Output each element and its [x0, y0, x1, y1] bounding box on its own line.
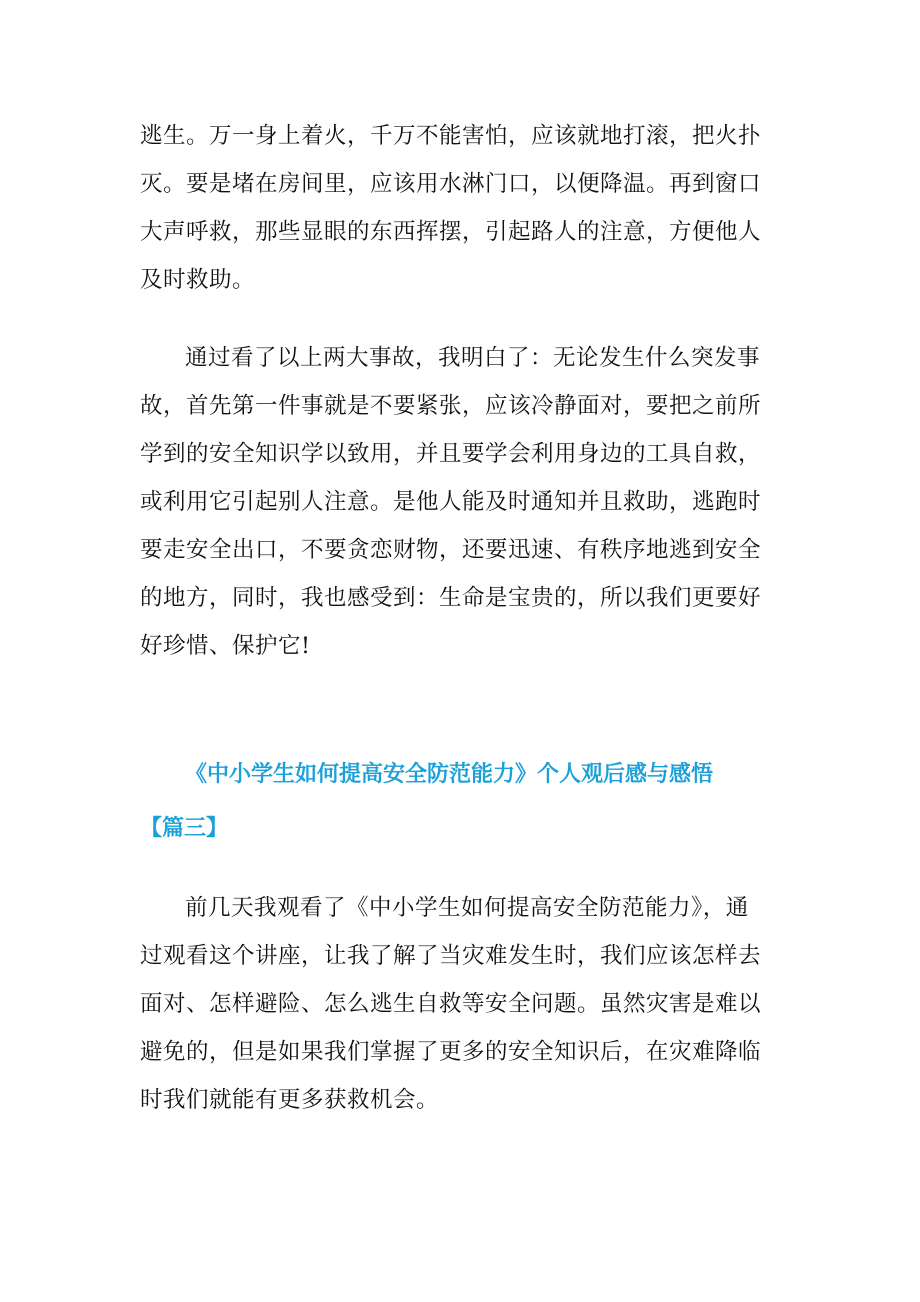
- paragraph-3-line: 避免的，但是如果我们掌握了更多的安全知识后，在灾难降临: [140, 1039, 762, 1065]
- paragraph-2-line: 的地方，同时，我也感受到：生命是宝贵的，所以我们更要好: [140, 585, 762, 611]
- paragraph-2-line: 要走安全出口，不要贪恋财物，还要迅速、有秩序地逃到安全: [140, 537, 762, 563]
- section-heading-label: 【篇三】: [140, 816, 229, 841]
- paragraph-1-line: 灭。要是堵在房间里，应该用水淋门口，以便降温。再到窗口: [140, 171, 762, 197]
- paragraph-2-line: 通过看了以上两大事故，我明白了：无论发生什么突发事: [185, 345, 761, 371]
- paragraph-1-line: 大声呼救，那些显眼的东西挥摆，引起路人的注意，方便他人: [140, 219, 762, 245]
- section-heading: [140, 748, 770, 856]
- paragraph-3-line: 前几天我观看了《中小学生如何提高安全防范能力》，通: [185, 895, 749, 921]
- paragraph-1-line: 逃生。万一身上着火，千万不能害怕，应该就地打滚，把火扑: [140, 123, 762, 149]
- paragraph-2-line: 或利用它引起别人注意。是他人能及时通知并且救助，逃跑时: [140, 489, 762, 515]
- paragraph-3: [140, 884, 770, 1124]
- paragraph-1: [140, 112, 770, 304]
- paragraph-3-line: 面对、怎样避险、怎么逃生自救等安全问题。虽然灾害是难以: [140, 991, 762, 1017]
- paragraph-2: [140, 334, 770, 670]
- paragraph-spacer: [140, 856, 770, 884]
- paragraph-1-line: 及时救助。: [140, 267, 256, 293]
- paragraph-2-line: 学到的安全知识学以致用，并且要学会利用身边的工具自救，: [140, 441, 762, 467]
- paragraph-spacer: [140, 304, 770, 334]
- paragraph-2-line: 故，首先第一件事就是不要紧张，应该冷静面对，要把之前所: [140, 393, 762, 419]
- paragraph-2-line: 好珍惜、保护它!: [140, 633, 311, 659]
- paragraph-3-line: 过观看这个讲座，让我了解了当灾难发生时，我们应该怎样去: [140, 943, 762, 969]
- section-spacer: [140, 670, 770, 748]
- section-heading-title: 《中小学生如何提高安全防范能力》个人观后感与感悟: [185, 762, 714, 787]
- paragraph-3-line: 时我们就能有更多获救机会。: [140, 1087, 440, 1113]
- document-body: [140, 112, 770, 1124]
